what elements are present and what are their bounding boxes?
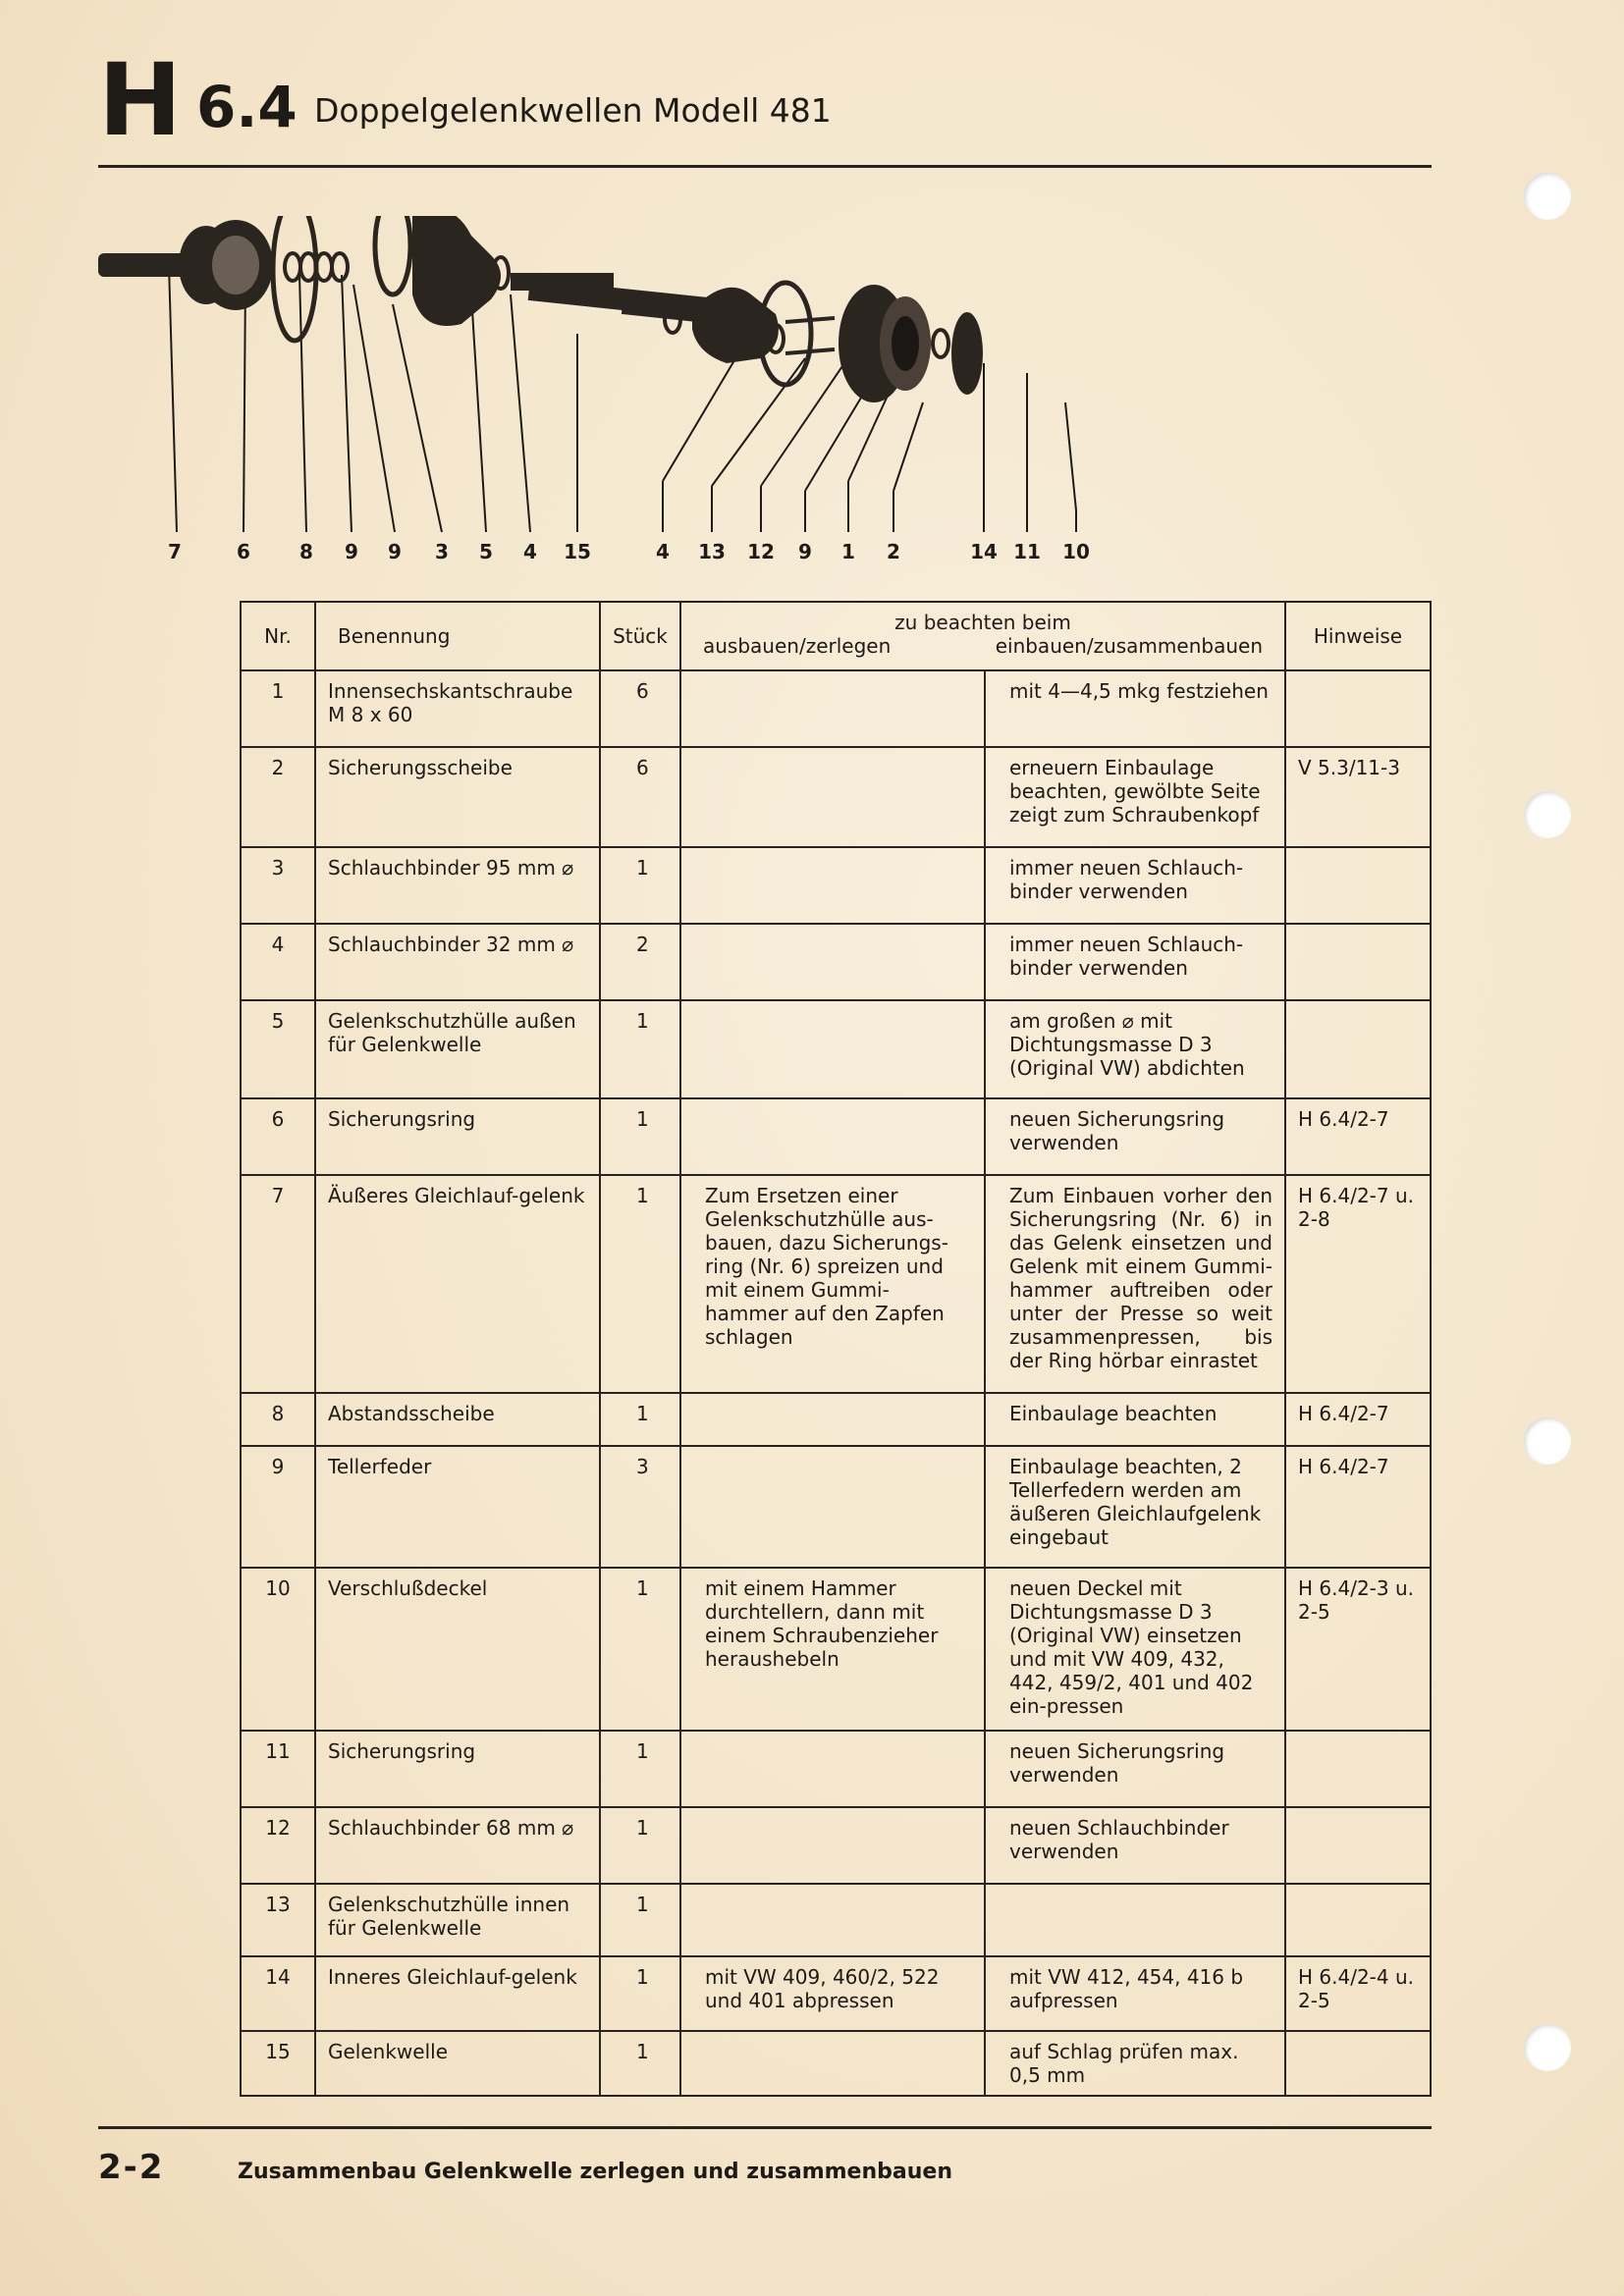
- cell-assembly: Einbaulage beachten: [985, 1393, 1285, 1446]
- cell-name: Gelenkwelle: [315, 2031, 600, 2096]
- cell-name: Abstandsscheibe: [315, 1393, 600, 1446]
- cell-nr: 14: [241, 1956, 315, 2031]
- cell-name: Schlauchbinder 32 mm ⌀: [315, 924, 600, 1000]
- cell-qty: 1: [600, 1000, 680, 1098]
- cell-disassembly: [680, 1731, 985, 1807]
- cell-nr: 7: [241, 1175, 315, 1393]
- cell-refs: V 5.3/11-3: [1285, 747, 1431, 847]
- cell-assembly: neuen Sicherungsring verwenden: [985, 1731, 1285, 1807]
- cell-assembly: [985, 1884, 1285, 1956]
- driveshaft-drawing: [98, 216, 1492, 550]
- callout-label: 4: [656, 540, 670, 563]
- table-row: [241, 1000, 1431, 1098]
- cell-nr: 13: [241, 1884, 315, 1956]
- page-title: Doppelgelenkwellen Modell 481: [314, 91, 832, 130]
- column-header-notes: [680, 602, 1285, 670]
- cell-assembly: mit VW 412, 454, 416 b aufpressen: [985, 1956, 1285, 2031]
- cell-disassembly: [680, 1884, 985, 1956]
- cell-name: Sicherungsring: [315, 1098, 600, 1175]
- cell-disassembly: [680, 1000, 985, 1098]
- cell-refs: [1285, 670, 1431, 747]
- cell-disassembly: [680, 1807, 985, 1884]
- table-row: [241, 1884, 1431, 1956]
- cell-qty: 6: [600, 747, 680, 847]
- cell-refs: [1285, 1000, 1431, 1098]
- table-header-row: [241, 602, 1431, 670]
- callout-label: 8: [299, 540, 313, 563]
- cell-qty: 2: [600, 924, 680, 1000]
- column-header-qty: Stück: [600, 602, 680, 670]
- column-header-assembly: einbauen/zusammenbauen: [995, 634, 1263, 658]
- table-row: [241, 1098, 1431, 1175]
- punch-hole: [1524, 2024, 1571, 2071]
- cell-nr: 2: [241, 747, 315, 847]
- cell-name: Verschlußdeckel: [315, 1568, 600, 1731]
- cell-disassembly: [680, 1098, 985, 1175]
- cell-nr: 6: [241, 1098, 315, 1175]
- cell-nr: 8: [241, 1393, 315, 1446]
- cell-disassembly: mit einem Hammer durchtellern, dann mit einem Schraubenzieher heraushebeln: [680, 1568, 985, 1731]
- cell-nr: 3: [241, 847, 315, 924]
- cell-disassembly: mit VW 409, 460/2, 522 und 401 abpressen: [680, 1956, 985, 2031]
- callout-label: 2: [887, 540, 900, 563]
- table-row: [241, 670, 1431, 747]
- cell-assembly: Einbaulage beachten, 2 Tellerfedern werden am äußeren Gleichlaufgelenk eingebaut: [985, 1446, 1285, 1568]
- cell-nr: 12: [241, 1807, 315, 1884]
- punch-hole: [1524, 791, 1571, 838]
- footer-caption: Zusammenbau Gelenkwelle zerlegen und zusammenbauen: [238, 2160, 952, 2184]
- table-row: [241, 2031, 1431, 2096]
- callout-numbers: [98, 540, 1492, 579]
- cell-assembly: neuen Deckel mit Dichtungsmasse D 3 (Original VW) einsetzen und mit VW 409, 432, 442, 459/2, 401 und 402 ein-pressen: [985, 1568, 1285, 1731]
- cell-qty: 1: [600, 1807, 680, 1884]
- table-row: [241, 747, 1431, 847]
- page-header: [98, 42, 1434, 159]
- cell-refs: H 6.4/2-3 u. 2-5: [1285, 1568, 1431, 1731]
- column-header-name: Benennung: [315, 602, 600, 670]
- cell-assembly: immer neuen Schlauch-binder verwenden: [985, 924, 1285, 1000]
- table-row: [241, 1568, 1431, 1731]
- cell-name: Inneres Gleichlauf-gelenk: [315, 1956, 600, 2031]
- callout-label: 10: [1062, 540, 1090, 563]
- callout-label: 3: [435, 540, 449, 563]
- callout-label: 13: [698, 540, 726, 563]
- section-letter: H: [98, 42, 183, 159]
- cell-assembly: am großen ⌀ mit Dichtungsmasse D 3 (Original VW) abdichten: [985, 1000, 1285, 1098]
- cell-nr: 9: [241, 1446, 315, 1568]
- table-row: [241, 924, 1431, 1000]
- cell-assembly: Zum Einbauen vorher den Sicherungsring (Nr. 6) in das Gelenk einsetzen und Gelenk mit einem Gummi-hammer auftreiben oder unter der Presse so weit zusammenpressen, bis der Ring hörbar einrastet: [985, 1175, 1285, 1393]
- cell-refs: H 6.4/2-7: [1285, 1393, 1431, 1446]
- header-rule: [98, 165, 1432, 168]
- callout-label: 9: [345, 540, 358, 563]
- cell-refs: H 6.4/2-7: [1285, 1098, 1431, 1175]
- section-number: 6.4: [196, 74, 298, 140]
- cell-refs: H 6.4/2-7 u. 2-8: [1285, 1175, 1431, 1393]
- cell-qty: 1: [600, 1393, 680, 1446]
- table-row: [241, 1807, 1431, 1884]
- cell-qty: 1: [600, 847, 680, 924]
- parts-table: [240, 601, 1432, 2097]
- cell-name: Tellerfeder: [315, 1446, 600, 1568]
- table-row: [241, 1731, 1431, 1807]
- cell-qty: 1: [600, 1956, 680, 2031]
- cell-disassembly: [680, 924, 985, 1000]
- cell-refs: [1285, 1884, 1431, 1956]
- cell-qty: 1: [600, 2031, 680, 2096]
- callout-label: 1: [841, 540, 855, 563]
- cell-nr: 10: [241, 1568, 315, 1731]
- cell-name: Schlauchbinder 95 mm ⌀: [315, 847, 600, 924]
- punch-hole: [1524, 173, 1571, 220]
- cell-disassembly: [680, 747, 985, 847]
- callout-label: 14: [970, 540, 998, 563]
- cell-disassembly: [680, 1393, 985, 1446]
- callout-label: 6: [237, 540, 250, 563]
- notes-group-label: zu beachten beim: [894, 611, 1071, 634]
- cell-refs: [1285, 2031, 1431, 2096]
- cell-assembly: mit 4—4,5 mkg festziehen: [985, 670, 1285, 747]
- cell-name: Sicherungsring: [315, 1731, 600, 1807]
- cell-nr: 5: [241, 1000, 315, 1098]
- cell-assembly: erneuern Einbaulage beachten, gewölbte Seite zeigt zum Schraubenkopf: [985, 747, 1285, 847]
- cell-name: Schlauchbinder 68 mm ⌀: [315, 1807, 600, 1884]
- cell-disassembly: Zum Ersetzen einer Gelenkschutzhülle aus-bauen, dazu Sicherungs-ring (Nr. 6) spreizen und mit einem Gummi-hammer auf den Zapfen schlagen: [680, 1175, 985, 1393]
- cell-disassembly: [680, 670, 985, 747]
- callout-label: 15: [564, 540, 591, 563]
- cell-assembly: neuen Schlauchbinder verwenden: [985, 1807, 1285, 1884]
- cell-assembly: immer neuen Schlauch-binder verwenden: [985, 847, 1285, 924]
- cell-disassembly: [680, 2031, 985, 2096]
- cell-nr: 15: [241, 2031, 315, 2096]
- table-row: [241, 1175, 1431, 1393]
- column-header-refs: Hinweise: [1285, 602, 1431, 670]
- cell-qty: 1: [600, 1098, 680, 1175]
- table-row: [241, 1446, 1431, 1568]
- table-body: [241, 670, 1431, 2096]
- column-header-nr: Nr.: [241, 602, 315, 670]
- footer-rule: [98, 2126, 1432, 2129]
- cell-assembly: auf Schlag prüfen max. 0,5 mm: [985, 2031, 1285, 2096]
- table-row: [241, 1956, 1431, 2031]
- cell-nr: 1: [241, 670, 315, 747]
- cell-name: Gelenkschutzhülle außen für Gelenkwelle: [315, 1000, 600, 1098]
- cell-disassembly: [680, 1446, 985, 1568]
- callout-label: 9: [388, 540, 402, 563]
- cell-refs: [1285, 1807, 1431, 1884]
- callout-label: 11: [1013, 540, 1041, 563]
- cell-qty: 3: [600, 1446, 680, 1568]
- cell-name: Innensechskantschraube M 8 x 60: [315, 670, 600, 747]
- cell-nr: 11: [241, 1731, 315, 1807]
- cell-name: Gelenkschutzhülle innen für Gelenkwelle: [315, 1884, 600, 1956]
- cell-refs: [1285, 1731, 1431, 1807]
- callout-label: 7: [168, 540, 182, 563]
- cell-qty: 6: [600, 670, 680, 747]
- callout-label: 12: [747, 540, 775, 563]
- cell-qty: 1: [600, 1731, 680, 1807]
- cell-refs: H 6.4/2-4 u. 2-5: [1285, 1956, 1431, 2031]
- cell-refs: H 6.4/2-7: [1285, 1446, 1431, 1568]
- callout-label: 5: [479, 540, 493, 563]
- cell-disassembly: [680, 847, 985, 924]
- cell-qty: 1: [600, 1568, 680, 1731]
- table-row: [241, 847, 1431, 924]
- cell-assembly: neuen Sicherungsring verwenden: [985, 1098, 1285, 1175]
- callout-label: 4: [523, 540, 537, 563]
- table-row: [241, 1393, 1431, 1446]
- punch-hole: [1524, 1417, 1571, 1465]
- cell-refs: [1285, 847, 1431, 924]
- cell-qty: 1: [600, 1884, 680, 1956]
- page-number: 2-2: [98, 2148, 165, 2187]
- column-header-disassembly: ausbauen/zerlegen: [703, 634, 892, 658]
- cell-refs: [1285, 924, 1431, 1000]
- cell-qty: 1: [600, 1175, 680, 1393]
- callout-label: 9: [798, 540, 812, 563]
- cell-nr: 4: [241, 924, 315, 1000]
- cell-name: Äußeres Gleichlauf-gelenk: [315, 1175, 600, 1393]
- cell-name: Sicherungsscheibe: [315, 747, 600, 847]
